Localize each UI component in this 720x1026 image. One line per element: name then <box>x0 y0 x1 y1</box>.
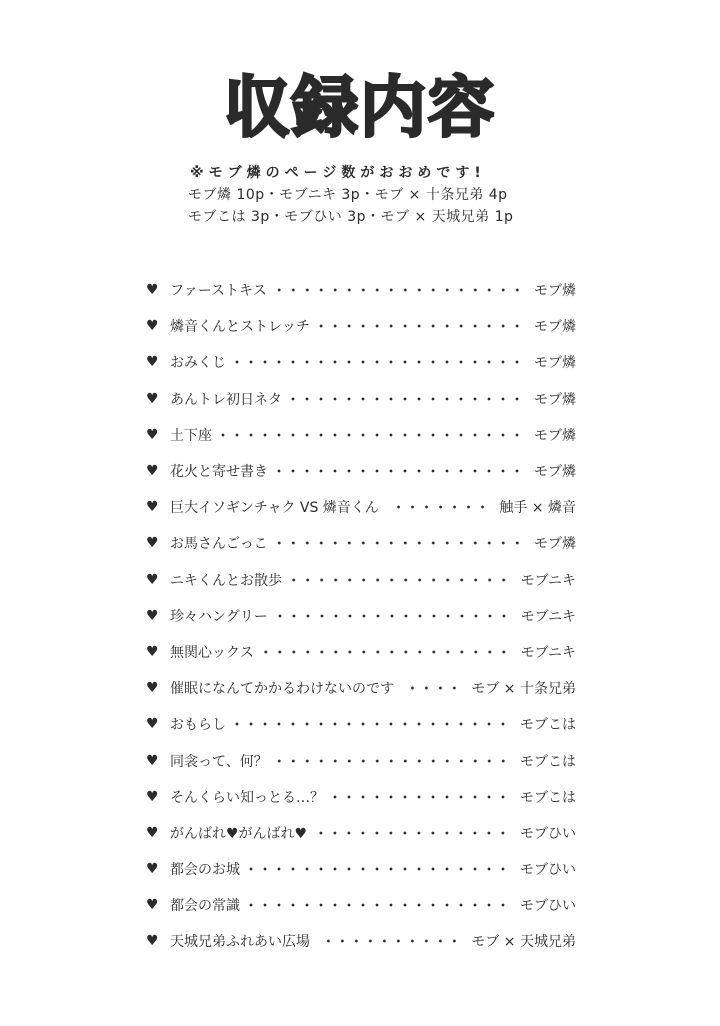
entry-pairing: モブニキ <box>520 608 576 625</box>
page-title: 収録内容 <box>224 69 496 146</box>
entry-pairing: モブこは <box>520 753 576 770</box>
page-count-line: モブこは 3p・モブひい 3p・モブ × 天城兄弟 1p <box>188 209 514 225</box>
table-of-contents <box>146 272 576 960</box>
entry-title: 燐音くんとストレッチ <box>170 319 310 336</box>
dot-leader <box>290 573 511 587</box>
dot-leader <box>234 717 510 731</box>
dot-leader <box>276 609 511 623</box>
heart-icon: ♥ <box>146 354 159 371</box>
entry-pairing: モブ燐 <box>534 355 576 372</box>
dot-leader <box>275 283 524 297</box>
toc-entry <box>146 381 576 417</box>
entry-title: がんばれ♥がんばれ♥ <box>170 825 308 842</box>
dot-leader <box>387 500 490 514</box>
entry-pairing: モブ × 十条兄弟 <box>471 681 576 698</box>
dot-leader <box>315 826 510 840</box>
heart-icon: ♥ <box>146 752 159 769</box>
heart-icon: ♥ <box>146 463 159 480</box>
dot-leader <box>332 790 510 804</box>
entry-pairing: モブニキ <box>520 572 576 589</box>
entry-pairing: モブひい <box>520 898 576 915</box>
dot-leader <box>318 319 524 333</box>
entry-pairing: モブ燐 <box>534 536 576 553</box>
heart-icon: ♥ <box>146 933 159 950</box>
entry-title: おみくじ <box>170 355 226 372</box>
entry-title: 都会の常識 <box>170 898 240 915</box>
heart-icon: ♥ <box>146 716 159 733</box>
heart-icon: ♥ <box>146 861 159 878</box>
entry-pairing: モブニキ <box>520 644 576 661</box>
dot-leader <box>276 464 524 478</box>
entry-pairing: モブ燐 <box>534 391 576 408</box>
entry-title: そんくらい知っとる…？ <box>170 789 324 806</box>
toc-entry <box>146 562 576 598</box>
toc-entry <box>146 670 576 706</box>
toc-entry <box>146 815 576 851</box>
entry-title: 無関心ックス <box>170 644 254 661</box>
heart-icon: ♥ <box>146 499 159 516</box>
entry-title: ファーストキス <box>170 283 267 300</box>
entry-pairing: モブ燐 <box>534 427 576 444</box>
dot-leader <box>234 355 524 369</box>
dot-leader <box>290 392 524 406</box>
entry-pairing: モブひい <box>520 862 576 879</box>
page-count-line: モブ燐 10p・モブニキ 3p・モブ × 十条兄弟 4p <box>188 187 508 203</box>
entry-title: 都会のお城 <box>170 862 240 879</box>
heart-icon: ♥ <box>146 282 159 299</box>
dot-leader <box>262 645 511 659</box>
heart-icon: ♥ <box>146 390 159 407</box>
dot-leader <box>220 428 524 442</box>
heart-icon: ♥ <box>146 535 159 552</box>
toc-entry <box>146 634 576 670</box>
entry-pairing: モブ × 天城兄弟 <box>471 934 576 951</box>
entry-title: ニキくんとお散歩 <box>170 572 282 589</box>
entry-pairing: モブひい <box>520 825 576 842</box>
heart-icon: ♥ <box>146 824 159 841</box>
dot-leader <box>276 536 524 550</box>
entry-pairing: モブこは <box>520 789 576 806</box>
heart-icon: ♥ <box>146 680 159 697</box>
toc-entry <box>146 598 576 634</box>
entry-title: 催眠になんてかかるわけないのです <box>170 681 394 698</box>
heart-icon: ♥ <box>146 897 159 914</box>
intro-block <box>188 162 548 228</box>
heart-icon: ♥ <box>146 607 159 624</box>
entry-pairing: モブ燐 <box>534 464 576 481</box>
heart-icon: ♥ <box>146 318 159 335</box>
entry-title: お馬さんごっこ <box>170 536 268 553</box>
entry-pairing: 触手 × 燐音 <box>499 500 576 517</box>
entry-pairing: モブ燐 <box>534 283 576 300</box>
entry-title: 珍々ハングリー <box>170 608 268 625</box>
toc-entry <box>146 489 576 525</box>
toc-entry <box>146 272 576 308</box>
dot-leader <box>318 934 461 948</box>
entry-title: 同衾って、何？ <box>170 753 268 770</box>
toc-entry <box>146 344 576 380</box>
toc-entry <box>146 706 576 742</box>
toc-entry <box>146 851 576 887</box>
toc-entry <box>146 742 576 778</box>
dot-leader <box>248 862 510 876</box>
toc-entry <box>146 308 576 344</box>
heart-icon: ♥ <box>146 643 159 660</box>
toc-entry <box>146 453 576 489</box>
dot-leader <box>276 754 510 768</box>
entry-pairing: モブ燐 <box>534 319 576 336</box>
toc-entry <box>146 887 576 923</box>
dot-leader <box>402 681 461 695</box>
entry-title: 土下座 <box>170 427 212 444</box>
toc-entry <box>146 525 576 561</box>
heart-icon: ♥ <box>146 788 159 805</box>
dot-leader <box>248 898 510 912</box>
toc-entry <box>146 923 576 959</box>
entry-title: おもらし <box>170 717 226 734</box>
entry-title: 花火と寄せ書き <box>170 464 268 481</box>
entry-title: 天城兄弟ふれあい広場 <box>170 934 310 951</box>
heart-icon: ♥ <box>146 571 159 588</box>
intro-note: ※モブ燐のページ数がおおめです! <box>190 165 486 181</box>
entry-pairing: モブこは <box>520 717 576 734</box>
heart-icon: ♥ <box>146 426 159 443</box>
entry-title: あんトレ初日ネタ <box>170 391 282 408</box>
toc-entry <box>146 779 576 815</box>
entry-title: 巨大イソギンチャク VS 燐音くん <box>170 500 379 517</box>
toc-entry <box>146 417 576 453</box>
